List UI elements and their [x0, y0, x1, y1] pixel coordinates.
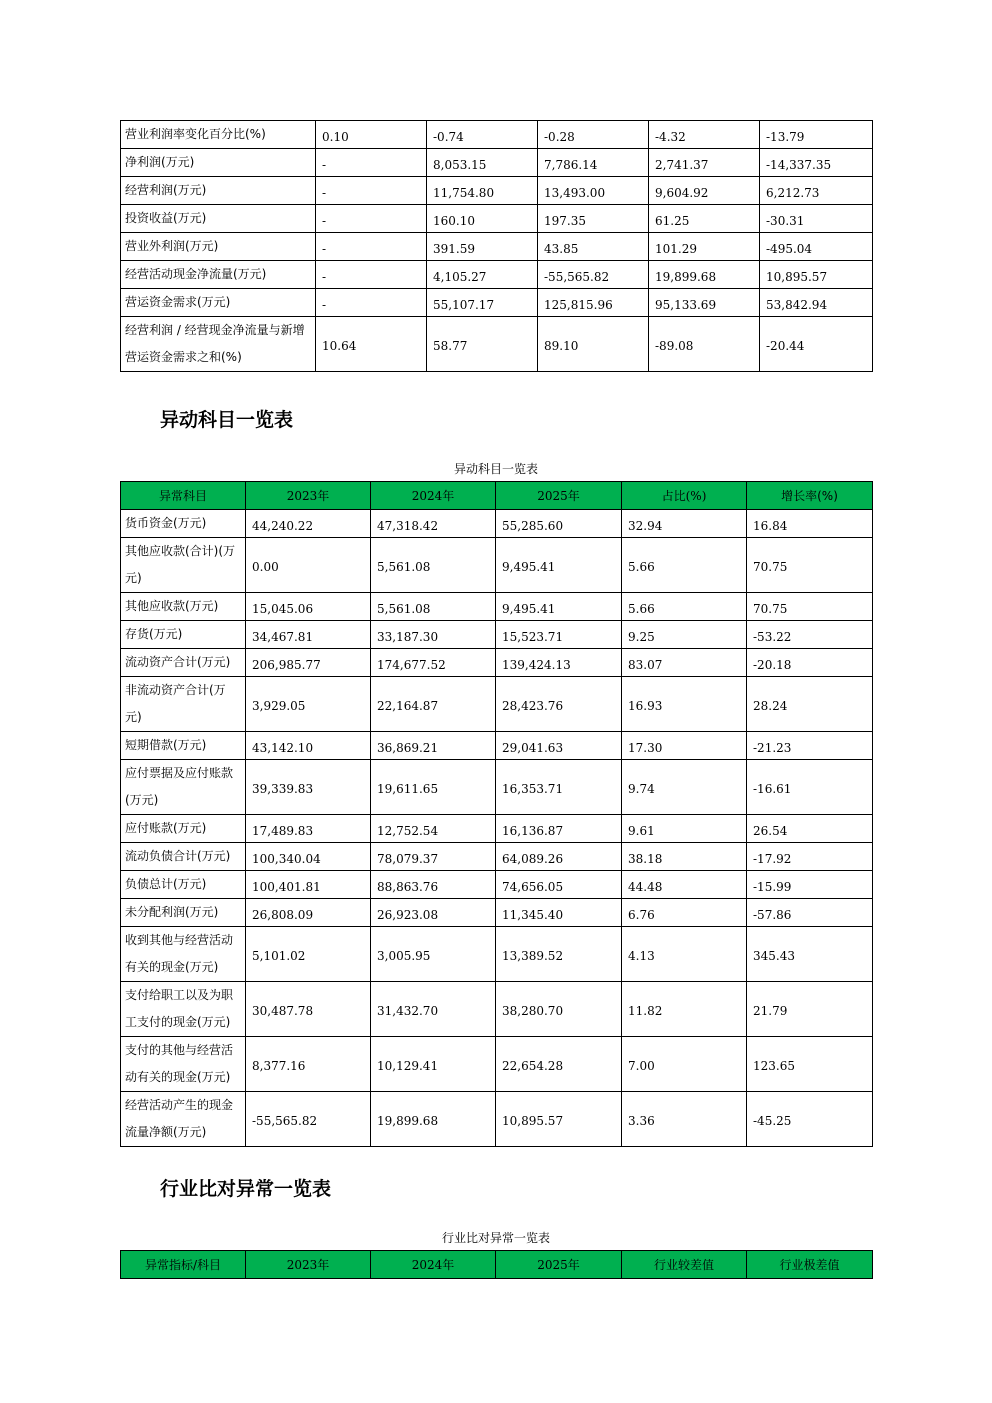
value-cell: 38.18	[622, 843, 747, 871]
table-row	[121, 177, 873, 205]
row-label: 应付账款(万元)	[121, 815, 246, 843]
value-cell: 101.29	[649, 233, 760, 261]
value-cell: 100,401.81	[246, 871, 371, 899]
value-cell: 10.64	[316, 317, 427, 372]
table-row	[121, 732, 873, 760]
table-header-row	[121, 1251, 873, 1279]
value-cell: 5.66	[622, 593, 747, 621]
value-cell: 16.93	[622, 677, 747, 732]
row-label: 营业利润率变化百分比(%)	[121, 121, 316, 149]
industry-comparison-table	[120, 1250, 873, 1279]
value-cell: 47,318.42	[371, 510, 496, 538]
table-row	[121, 593, 873, 621]
value-cell: 5,561.08	[371, 593, 496, 621]
value-cell: -4.32	[649, 121, 760, 149]
value-cell: -16.61	[747, 760, 873, 815]
row-label: 货币资金(万元)	[121, 510, 246, 538]
value-cell: 9,495.41	[496, 593, 622, 621]
table-row	[121, 205, 873, 233]
value-cell: 13,493.00	[538, 177, 649, 205]
value-cell: 125,815.96	[538, 289, 649, 317]
table-header-row	[121, 482, 873, 510]
value-cell: 9.25	[622, 621, 747, 649]
table-row	[121, 649, 873, 677]
value-cell: 391.59	[427, 233, 538, 261]
financial-metrics-table	[120, 120, 873, 372]
value-cell: 43,142.10	[246, 732, 371, 760]
value-cell: -	[316, 177, 427, 205]
value-cell: 64,089.26	[496, 843, 622, 871]
value-cell: 6,212.73	[760, 177, 873, 205]
value-cell: 10,895.57	[760, 261, 873, 289]
value-cell: 9.61	[622, 815, 747, 843]
header-cell: 2023年	[246, 482, 371, 510]
value-cell: 2,741.37	[649, 149, 760, 177]
anomaly-items-body	[121, 510, 873, 1147]
value-cell: -	[316, 149, 427, 177]
value-cell: 74,656.05	[496, 871, 622, 899]
value-cell: -57.86	[747, 899, 873, 927]
value-cell: 17.30	[622, 732, 747, 760]
row-label: 存货(万元)	[121, 621, 246, 649]
value-cell: 7.00	[622, 1037, 747, 1092]
table-row	[121, 261, 873, 289]
anomaly-items-table	[120, 481, 873, 1147]
row-label: 应付票据及应付账款(万元)	[121, 760, 246, 815]
value-cell: 19,611.65	[371, 760, 496, 815]
financial-metrics-body	[121, 121, 873, 372]
value-cell: 19,899.68	[649, 261, 760, 289]
value-cell: 3.36	[622, 1092, 747, 1147]
value-cell: 70.75	[747, 593, 873, 621]
value-cell: 5,101.02	[246, 927, 371, 982]
value-cell: -15.99	[747, 871, 873, 899]
value-cell: -0.28	[538, 121, 649, 149]
table-caption-anomaly-items: 异动科目一览表	[453, 462, 538, 476]
value-cell: 3,929.05	[246, 677, 371, 732]
value-cell: 16,136.87	[496, 815, 622, 843]
table-row	[121, 677, 873, 732]
value-cell: 88,863.76	[371, 871, 496, 899]
value-cell: 39,339.83	[246, 760, 371, 815]
row-label: 营业外利润(万元)	[121, 233, 316, 261]
table-row	[121, 621, 873, 649]
value-cell: 36,869.21	[371, 732, 496, 760]
value-cell: -17.92	[747, 843, 873, 871]
value-cell: 6.76	[622, 899, 747, 927]
header-cell: 异常指标/科目	[121, 1251, 246, 1279]
value-cell: 58.77	[427, 317, 538, 372]
value-cell: 95,133.69	[649, 289, 760, 317]
header-cell: 异常科目	[121, 482, 246, 510]
value-cell: -55,565.82	[538, 261, 649, 289]
table-row	[121, 289, 873, 317]
row-label: 其他应收款(合计)(万元)	[121, 538, 246, 593]
value-cell: 61.25	[649, 205, 760, 233]
table-row	[121, 843, 873, 871]
value-cell: 345.43	[747, 927, 873, 982]
table-row	[121, 815, 873, 843]
value-cell: 13,389.52	[496, 927, 622, 982]
value-cell: -53.22	[747, 621, 873, 649]
value-cell: -55,565.82	[246, 1092, 371, 1147]
value-cell: 11,754.80	[427, 177, 538, 205]
header-cell: 2025年	[496, 1251, 622, 1279]
value-cell: 11.82	[622, 982, 747, 1037]
row-label: 营运资金需求(万元)	[121, 289, 316, 317]
table-row	[121, 1037, 873, 1092]
value-cell: 16,353.71	[496, 760, 622, 815]
value-cell: 3,005.95	[371, 927, 496, 982]
value-cell: 22,164.87	[371, 677, 496, 732]
table-row	[121, 538, 873, 593]
value-cell: 26.54	[747, 815, 873, 843]
row-label: 经营活动现金净流量(万元)	[121, 261, 316, 289]
value-cell: 22,654.28	[496, 1037, 622, 1092]
value-cell: 197.35	[538, 205, 649, 233]
row-label: 经营活动产生的现金流量净额(万元)	[121, 1092, 246, 1147]
value-cell: 19,899.68	[371, 1092, 496, 1147]
table-row	[121, 871, 873, 899]
value-cell: 33,187.30	[371, 621, 496, 649]
value-cell: 100,340.04	[246, 843, 371, 871]
value-cell: 206,985.77	[246, 649, 371, 677]
value-cell: -	[316, 205, 427, 233]
table-row	[121, 121, 873, 149]
row-label: 流动资产合计(万元)	[121, 649, 246, 677]
header-cell: 行业较差值	[622, 1251, 747, 1279]
header-cell: 占比(%)	[622, 482, 747, 510]
value-cell: 31,432.70	[371, 982, 496, 1037]
row-label: 其他应收款(万元)	[121, 593, 246, 621]
table-caption-industry-comparison: 行业比对异常一览表	[441, 1231, 550, 1245]
table-row	[121, 1092, 873, 1147]
value-cell: 28,423.76	[496, 677, 622, 732]
value-cell: 28.24	[747, 677, 873, 732]
value-cell: 44,240.22	[246, 510, 371, 538]
value-cell: 30,487.78	[246, 982, 371, 1037]
value-cell: -13.79	[760, 121, 873, 149]
row-label: 负债总计(万元)	[121, 871, 246, 899]
table-row	[121, 982, 873, 1037]
value-cell: -	[316, 261, 427, 289]
header-cell: 增长率(%)	[747, 482, 873, 510]
value-cell: 21.79	[747, 982, 873, 1037]
value-cell: 9,495.41	[496, 538, 622, 593]
table-row	[121, 760, 873, 815]
value-cell: 26,923.08	[371, 899, 496, 927]
value-cell: -14,337.35	[760, 149, 873, 177]
value-cell: 5.66	[622, 538, 747, 593]
value-cell: -20.18	[747, 649, 873, 677]
value-cell: 10,895.57	[496, 1092, 622, 1147]
header-cell: 行业极差值	[747, 1251, 873, 1279]
value-cell: 15,523.71	[496, 621, 622, 649]
value-cell: 0.00	[246, 538, 371, 593]
section-heading-industry-comparison: 行业比对异常一览表	[160, 1178, 332, 1200]
value-cell: 11,345.40	[496, 899, 622, 927]
table-row	[121, 149, 873, 177]
value-cell: -	[316, 289, 427, 317]
value-cell: 160.10	[427, 205, 538, 233]
value-cell: -45.25	[747, 1092, 873, 1147]
header-cell: 2023年	[246, 1251, 371, 1279]
header-cell: 2024年	[371, 482, 496, 510]
value-cell: 55,285.60	[496, 510, 622, 538]
value-cell: 10,129.41	[371, 1037, 496, 1092]
table-row	[121, 927, 873, 982]
value-cell: 34,467.81	[246, 621, 371, 649]
value-cell: 70.75	[747, 538, 873, 593]
value-cell: -495.04	[760, 233, 873, 261]
value-cell: -30.31	[760, 205, 873, 233]
table-row	[121, 317, 873, 372]
value-cell: 29,041.63	[496, 732, 622, 760]
table-row	[121, 510, 873, 538]
row-label: 支付给职工以及为职工支付的现金(万元)	[121, 982, 246, 1037]
value-cell: 44.48	[622, 871, 747, 899]
header-cell: 2024年	[371, 1251, 496, 1279]
header-cell: 2025年	[496, 482, 622, 510]
value-cell: 8,377.16	[246, 1037, 371, 1092]
value-cell: 17,489.83	[246, 815, 371, 843]
row-label: 未分配利润(万元)	[121, 899, 246, 927]
value-cell: 4,105.27	[427, 261, 538, 289]
value-cell: -20.44	[760, 317, 873, 372]
value-cell: 174,677.52	[371, 649, 496, 677]
value-cell: 32.94	[622, 510, 747, 538]
value-cell: 9.74	[622, 760, 747, 815]
value-cell: 26,808.09	[246, 899, 371, 927]
value-cell: 16.84	[747, 510, 873, 538]
row-label: 流动负债合计(万元)	[121, 843, 246, 871]
value-cell: 5,561.08	[371, 538, 496, 593]
value-cell: 9,604.92	[649, 177, 760, 205]
value-cell: -0.74	[427, 121, 538, 149]
table-row	[121, 899, 873, 927]
value-cell: 7,786.14	[538, 149, 649, 177]
value-cell: 123.65	[747, 1037, 873, 1092]
table-row	[121, 233, 873, 261]
row-label: 投资收益(万元)	[121, 205, 316, 233]
row-label: 非流动资产合计(万元)	[121, 677, 246, 732]
value-cell: 43.85	[538, 233, 649, 261]
row-label: 收到其他与经营活动有关的现金(万元)	[121, 927, 246, 982]
section-heading-anomaly-items: 异动科目一览表	[160, 409, 294, 431]
row-label: 支付的其他与经营活动有关的现金(万元)	[121, 1037, 246, 1092]
value-cell: 89.10	[538, 317, 649, 372]
value-cell: 53,842.94	[760, 289, 873, 317]
row-label: 经营利润(万元)	[121, 177, 316, 205]
value-cell: 8,053.15	[427, 149, 538, 177]
value-cell: -	[316, 233, 427, 261]
value-cell: -21.23	[747, 732, 873, 760]
value-cell: 0.10	[316, 121, 427, 149]
value-cell: 78,079.37	[371, 843, 496, 871]
row-label: 经营利润 / 经营现金净流量与新增营运资金需求之和(%)	[121, 317, 316, 372]
value-cell: 83.07	[622, 649, 747, 677]
value-cell: 38,280.70	[496, 982, 622, 1037]
value-cell: 4.13	[622, 927, 747, 982]
value-cell: -89.08	[649, 317, 760, 372]
value-cell: 15,045.06	[246, 593, 371, 621]
value-cell: 139,424.13	[496, 649, 622, 677]
row-label: 短期借款(万元)	[121, 732, 246, 760]
value-cell: 12,752.54	[371, 815, 496, 843]
row-label: 净利润(万元)	[121, 149, 316, 177]
value-cell: 55,107.17	[427, 289, 538, 317]
